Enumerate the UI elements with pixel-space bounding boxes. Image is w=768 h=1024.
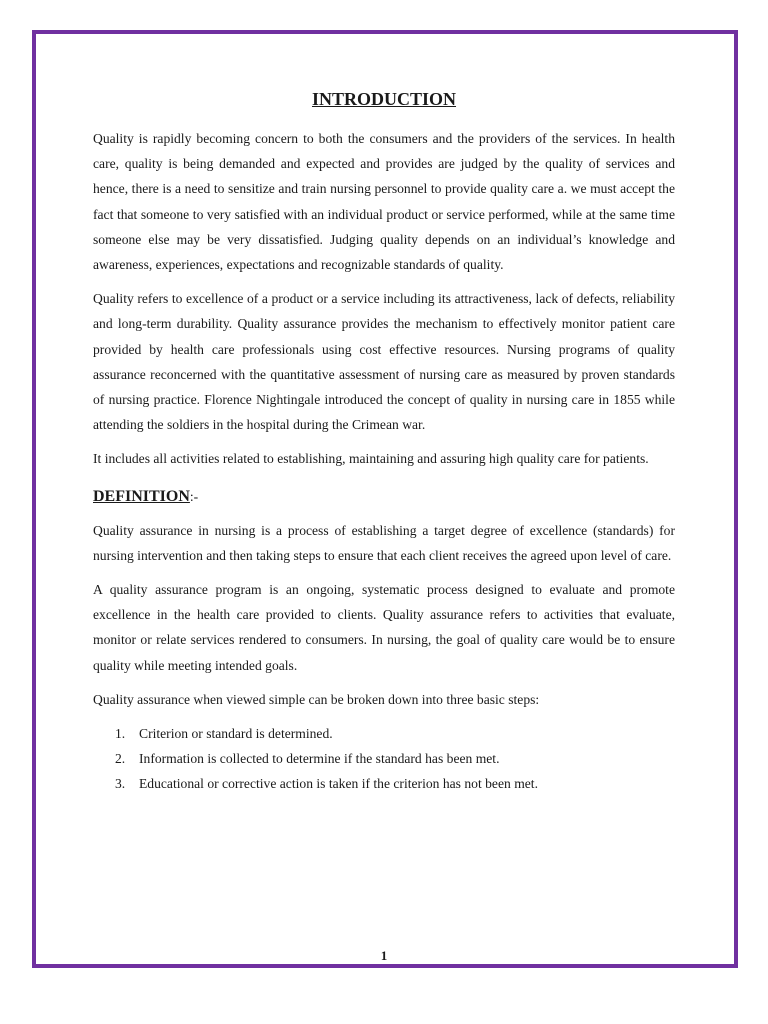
list-item (93, 746, 675, 771)
list-item-text: Criterion or standard is determined. (139, 726, 333, 742)
intro-paragraph-1: Quality is rapidly becoming concern to both the consumers and the providers of the services. In health care, quality is being demanded and expected and provides are judged by the quality of services and hence, there is a need to sensitize and train nursing personnel to provide quality care a. we must accept the fact that someone to very satisfied with an individual product or service performed, while at the same time someone else may be very dissatisfied. Judging quality depends on an individual’s knowledge and awareness, experiences, expectations and recognizable standards of quality. (93, 131, 675, 273)
list-item (93, 771, 675, 796)
page-title: INTRODUCTION (311, 89, 457, 109)
definition-heading (93, 486, 675, 508)
definition-paragraph-3: Quality assurance when viewed simple can be broken down into three basic steps: (93, 691, 540, 707)
list-item-number: 2. (115, 751, 126, 767)
list-item (93, 721, 675, 746)
definition-paragraph-1: Quality assurance in nursing is a process of establishing a target degree of excellence (standards) for nursing intervention and then taking steps to ensure that each client receives the agreed upon level of care. (93, 522, 675, 563)
page-number: 1 (380, 948, 388, 963)
list-item-number: 1. (115, 726, 126, 742)
steps-list (93, 721, 675, 796)
document-body (93, 88, 675, 796)
definition-heading-label: DEFINITION (93, 487, 190, 505)
definition-heading-suffix: :- (189, 488, 199, 504)
intro-paragraph-3: It includes all activities related to establishing, maintaining and assuring high quality care for patients. (93, 451, 649, 467)
intro-paragraph-2: Quality refers to excellence of a product or a service including its attractiveness, lack of defects, reliability and long-term durability. Quality assurance provides the mechanism to effectively monitor patient care provided by health care professionals using cost effective resources. Nursing programs of quality assurance reconcerned with the quantitative assessment of nursing care as measured by proven standards of nursing practice. Florence Nightingale introduced the concept of quality in nursing care in 1855 while attending the soldiers in the hospital during the Crimean war. (93, 291, 675, 433)
list-item-number: 3. (115, 776, 126, 792)
list-item-text: Information is collected to determine if the standard has been met. (139, 751, 500, 767)
list-item-text: Educational or corrective action is taken if the criterion has not been met. (139, 776, 538, 792)
definition-paragraph-2: A quality assurance program is an ongoing, systematic process designed to evaluate and promote excellence in the health care provided to clients. Quality assurance refers to activities that evaluate, monitor or relate services rendered to consumers. In nursing, the goal of quality care would be to ensure quality while meeting intended goals. (93, 582, 675, 673)
